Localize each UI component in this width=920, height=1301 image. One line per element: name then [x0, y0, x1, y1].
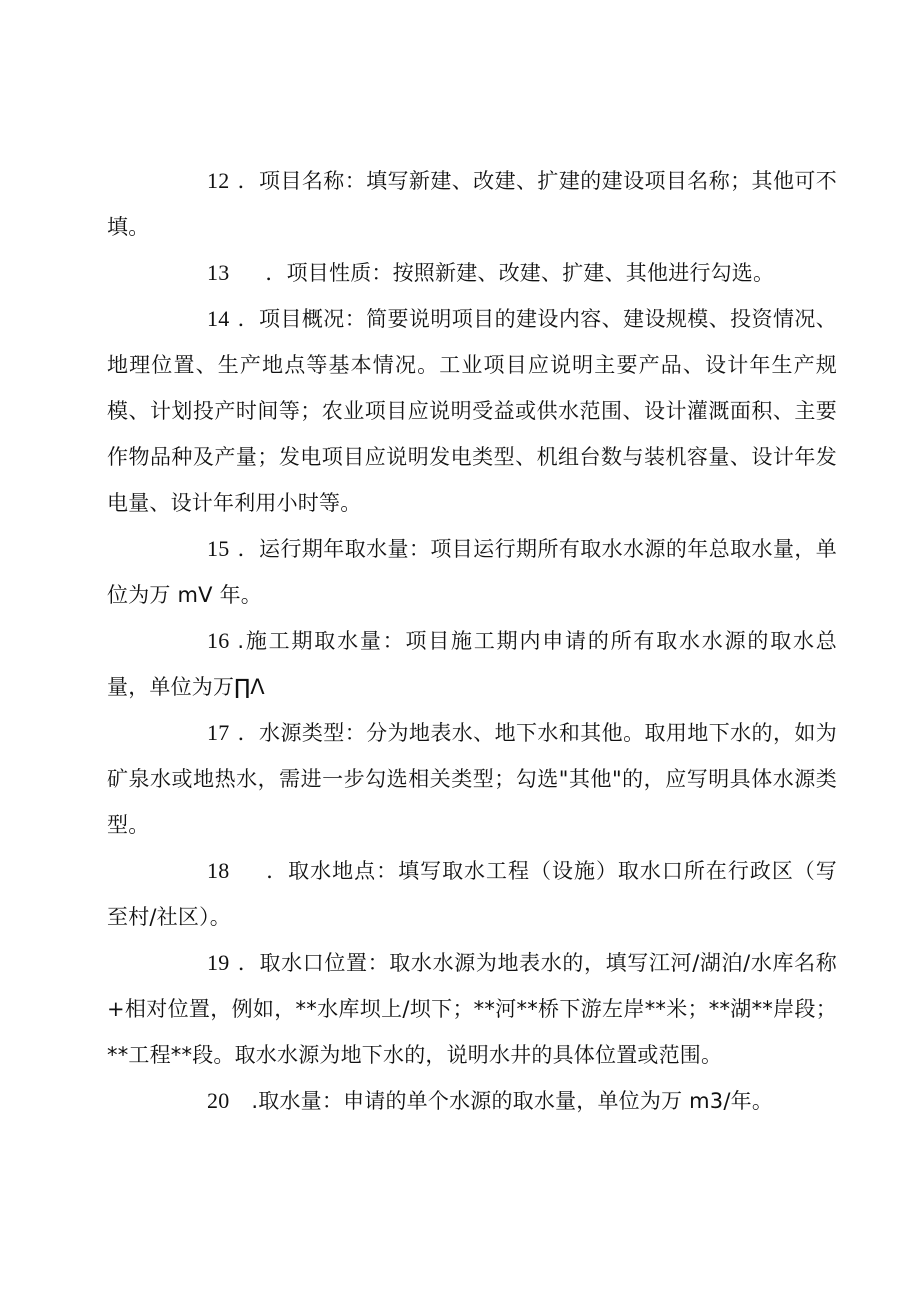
item-text: ．取水口位置：取水水源为地表水的，填写江河/湖泊/水库名称+相对位置，例如，**水库坝上/坝下；**河**桥下游左岸**米；**湖**岸段；**工程**段。取水水源为地下水的，说明水井的具体位置或范围。 [107, 951, 837, 1067]
item-19 [107, 940, 837, 1078]
item-text: ．项目性质：按照新建、改建、扩建、其他进行勾选。 [265, 261, 775, 285]
item-text: .取水量：申请的单个水源的取水量，单位为万 m3/年。 [251, 1089, 774, 1113]
item-18 [107, 848, 837, 940]
item-14 [107, 296, 837, 526]
item-text: ．取水地点：填写取水工程（设施）取水口所在行政区（写至村/社区）。 [107, 859, 837, 929]
item-15 [107, 526, 837, 618]
item-number: 20 [207, 1088, 230, 1113]
item-text: .施工期取水量：项目施工期内申请的所有取水水源的取水总量，单位为万∏Λ [107, 629, 837, 699]
item-number: 15 [207, 536, 230, 561]
item-number: 19 [207, 950, 230, 975]
item-12 [107, 158, 837, 250]
document-body [107, 158, 837, 1124]
item-number: 17 [207, 720, 230, 745]
item-number: 14 [207, 306, 230, 331]
item-text: ．项目概况：简要说明项目的建设内容、建设规模、投资情况、地理位置、生产地点等基本情况。工业项目应说明主要产品、设计年生产规模、计划投产时间等；农业项目应说明受益或供水范围、设计灌溉面积、主要作物品种及产量；发电项目应说明发电类型、机组台数与装机容量、设计年发电量、设计年利用小时等。 [107, 307, 837, 515]
item-number: 13 [207, 260, 230, 285]
item-17 [107, 710, 837, 848]
item-number: 12 [207, 168, 230, 193]
item-number: 16 [207, 628, 230, 653]
item-13 [107, 250, 837, 296]
item-text: ．运行期年取水量：项目运行期所有取水水源的年总取水量，单位为万 mV 年。 [107, 537, 837, 607]
item-text: ．水源类型：分为地表水、地下水和其他。取用地下水的，如为矿泉水或地热水，需进一步勾选相关类型；勾选"其他"的，应写明具体水源类型。 [107, 721, 837, 837]
item-20 [107, 1078, 837, 1124]
item-16 [107, 618, 837, 710]
item-text: ．项目名称：填写新建、改建、扩建的建设项目名称；其他可不填。 [107, 169, 837, 239]
item-number: 18 [207, 858, 230, 883]
